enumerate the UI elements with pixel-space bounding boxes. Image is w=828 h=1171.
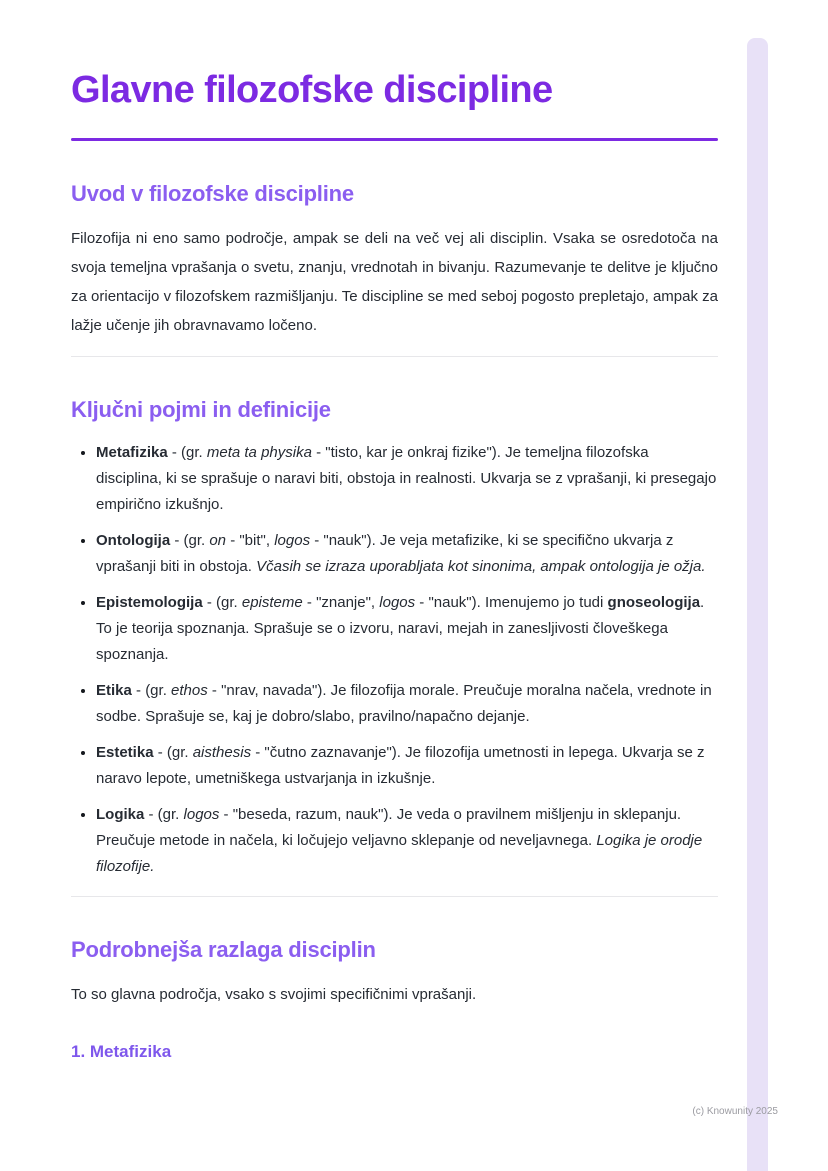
- terms-list: [71, 440, 718, 880]
- section-heading-key-terms: Ključni pojmi in definicije: [71, 397, 331, 422]
- scrollbar-track[interactable]: [747, 38, 768, 1171]
- copyright-text: (c) Knowunity 2025: [692, 1106, 778, 1117]
- list-item-ontologija: • Ontologija - (gr. on - "bit", logos - "nauk"). Je veja metafizike, ki se specifično ukvarja z vprašanji biti in obstoja. Včasih se izraza uporabljata kot sinonima, ampak ontologija je ožja.: [96, 528, 718, 580]
- section-intro: [71, 179, 718, 340]
- section-details: [71, 935, 718, 1063]
- section-heading-intro: Uvod v filozofske discipline: [71, 181, 354, 206]
- page-title: Glavne filozofske discipline: [71, 69, 553, 111]
- subsection-heading-metafizika: 1. Metafizika: [71, 1042, 172, 1061]
- section-divider: [71, 896, 718, 897]
- title-underline-rule: [71, 138, 718, 141]
- list-item-metafizika: • Metafizika - (gr. meta ta physika - "tisto, kar je onkraj fizike"). Je temeljna filozofska disciplina, ki se sprašuje o naravi biti, obstoja in realnosti. Ukvarja se z vprašanji, ki presegajo empirično izkušnjo.: [96, 440, 718, 518]
- list-item-etika: • Etika - (gr. ethos - "nrav, navada"). Je filozofija morale. Preučuje moralna načela, vrednote in sodbe. Sprašuje se, kaj je dobro/slabo, pravilno/napačno dejanje.: [96, 678, 718, 730]
- section-heading-details: Podrobnejša razlaga disciplin: [71, 937, 376, 962]
- intro-paragraph: Filozofija ni eno samo področje, ampak se deli na več vej ali disciplin. Vsaka se osredotoča na svoja temeljna vprašanja o svetu, znanju, vrednotah in bivanju. Razumevanje te delitve je ključno za orientacijo v filozofskem razmišljanju. Te discipline se med seboj pogosto prepletajo, ampak za lažje učenje jih obravnavamo ločeno.: [71, 230, 718, 334]
- list-item-logika: • Logika - (gr. logos - "beseda, razum, nauk"). Je veda o pravilnem mišljenju in sklepanju. Preučuje metode in načela, ki ločujejo veljavno sklepanje od neveljavnega. Logika je orodje filozofije.: [96, 802, 718, 880]
- document-content: [71, 0, 718, 1063]
- details-paragraph: To so glavna področja, vsako s svojimi specifičnimi vprašanji.: [71, 986, 477, 1003]
- section-divider: [71, 356, 718, 357]
- list-item-epistemologija: • Epistemologija - (gr. episteme - "znanje", logos - "nauk"). Imenujemo jo tudi gnoseologija. To je teorija spoznanja. Sprašuje se o izvoru, naravi, mejah in zanesljivosti človeškega spoznanja.: [96, 590, 718, 668]
- list-item-estetika: • Estetika - (gr. aisthesis - "čutno zaznavanje"). Je filozofija umetnosti in lepega. Ukvarja se z naravo lepote, umetniškega ustvarjanja in izkušnje.: [96, 740, 718, 792]
- section-key-terms: [71, 395, 718, 880]
